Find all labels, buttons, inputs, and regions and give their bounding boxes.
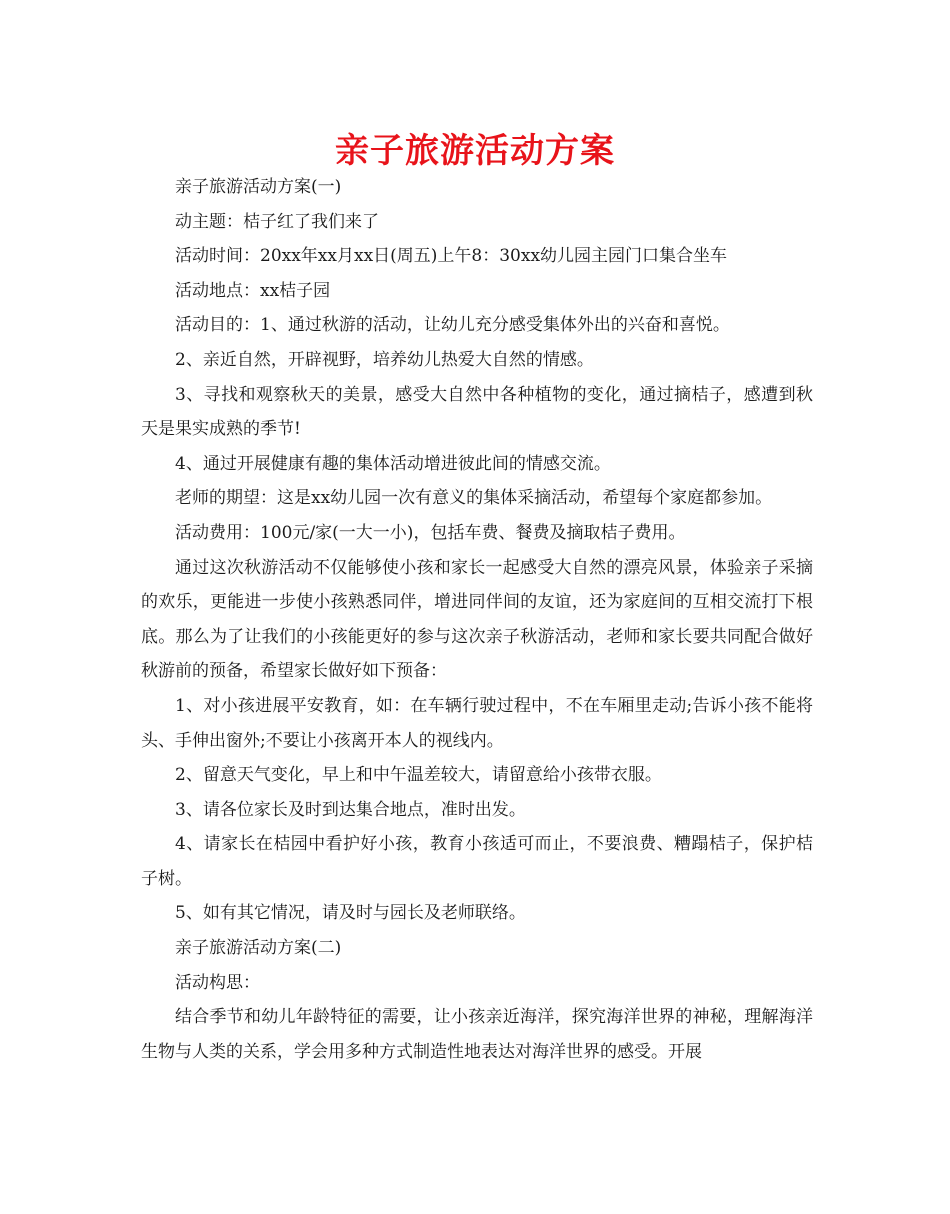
paragraph: 活动费用：100元/家(一大一小)，包括车费、餐费及摘取桔子费用。 xyxy=(175,522,686,543)
paragraph: 动主题：桔子红了我们来了 xyxy=(175,211,379,232)
document-title: 亲子旅游活动方案 xyxy=(335,131,615,171)
paragraph: 3、寻找和观察秋天的美景，感受大自然中各种植物的变化，通过摘桔子，感遭到秋天是果实成熟的季节! xyxy=(141,384,813,440)
paragraph: 通过这次秋游活动不仅能够使小孩和家长一起感受大自然的漂亮风景，体验亲子采摘的欢乐，更能进一步使小孩熟悉同伴，增进同伴间的友谊，还为家庭间的互相交流打下根底。那么为了让我们的小孩能更好的参与这次亲子秋游活动，老师和家长要共同配合做好秋游前的预备，希望家长做好如下预备： xyxy=(141,557,813,682)
paragraph: 亲子旅游活动方案(一) xyxy=(175,177,342,197)
paragraph: 结合季节和幼儿年龄特征的需要，让小孩亲近海洋，探究海洋世界的神秘，理解海洋生物与人类的关系，学会用多种方式制造性地表达对海洋世界的感受。开展 xyxy=(141,1007,813,1062)
paragraph: 活动目的：1、通过秋游的活动，让幼儿充分感受集体外出的兴奋和喜悦。 xyxy=(175,315,730,336)
paragraph: 3、请各位家长及时到达集合地点，准时出发。 xyxy=(175,799,526,820)
paragraph: 老师的期望：这是xx幼儿园一次有意义的集体采摘活动，希望每个家庭都参加。 xyxy=(175,488,773,509)
paragraph: 1、对小孩进展平安教育，如：在车辆行驶过程中，不在车厢里走动;告诉小孩不能将头、手伸出窗外;不要让小孩离开本人的视线内。 xyxy=(141,695,813,751)
paragraph: 亲子旅游活动方案(二) xyxy=(175,938,342,959)
document-body xyxy=(141,170,813,1069)
paragraph: 2、留意天气变化，早上和中午温差较大，请留意给小孩带衣服。 xyxy=(175,765,662,786)
paragraph: 2、亲近自然，开辟视野，培养幼儿热爱大自然的情感。 xyxy=(175,349,594,370)
paragraph: 4、通过开展健康有趣的集体活动增进彼此间的情感交流。 xyxy=(175,453,611,474)
paragraph: 5、如有其它情况，请及时与园长及老师联络。 xyxy=(175,903,526,924)
paragraph: 4、请家长在桔园中看护好小孩，教育小孩适可而止，不要浪费、糟蹋桔子，保护桔子树。 xyxy=(141,834,813,889)
paragraph: 活动时间：20xx年xx月xx日(周五)上午8：30xx幼儿园主园门口集合坐车 xyxy=(175,246,728,267)
paragraph: 活动构思： xyxy=(175,972,260,993)
paragraph: 活动地点：xx桔子园 xyxy=(175,280,331,301)
